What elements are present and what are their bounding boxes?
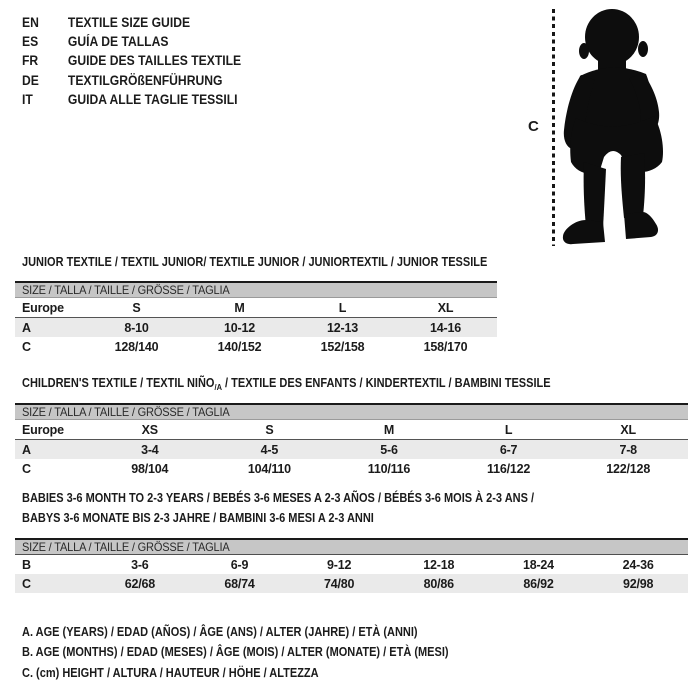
table-row-europe [15, 420, 688, 440]
table-cell: L [291, 298, 394, 318]
table-cell: 110/116 [367, 461, 411, 476]
table-cell: 80/86 [389, 574, 489, 593]
table-cell: S [85, 298, 188, 318]
row-label: A [15, 318, 85, 338]
table-cell: XL [394, 298, 497, 318]
language-code: DE [22, 72, 39, 88]
size-table-children [15, 403, 688, 478]
row-label: Europe [15, 420, 90, 440]
language-row-it [22, 90, 266, 109]
language-code: ES [22, 34, 39, 50]
language-code: EN [22, 15, 39, 31]
footnote-a: A. AGE (YEARS) / EDAD (AÑOS) / ÂGE (ANS) / ALTER (JAHRE) / ETÀ (ANNI) [22, 625, 418, 639]
table-cell: 158/170 [423, 339, 468, 354]
table-cell: 8-10 [85, 318, 188, 338]
table-cell: 5-6 [329, 440, 449, 460]
row-label: B [22, 557, 31, 572]
table-cell: S [210, 420, 330, 440]
footnote-b: B. AGE (MONTHS) / EDAD (MESES) / ÂGE (MOIS) / ALTER (MONATE) / ETÀ (MESI) [22, 645, 449, 660]
table-cell: 3-4 [90, 440, 210, 460]
table-cell: 116/122 [487, 461, 531, 476]
table-row-height [15, 459, 688, 478]
language-label: GUÍA DE TALLAS [67, 34, 169, 50]
row-label: C [22, 339, 31, 354]
size-header-text: SIZE / TALLA / TAILLE / GRÖSSE / TAGLIA [22, 283, 230, 297]
size-header-band [15, 404, 688, 420]
section-title-junior: JUNIOR TEXTILE / TEXTIL JUNIOR/ TEXTILE JUNIOR / JUNIORTEXTIL / JUNIOR TESSILE [22, 255, 488, 269]
size-table-babies [15, 538, 688, 593]
table-cell: 74/80 [289, 574, 389, 593]
table-cell: XS [90, 420, 210, 440]
table-cell: 152/158 [320, 339, 365, 354]
table-cell: 3-6 [131, 557, 149, 572]
language-code: IT [22, 91, 33, 107]
language-row-es [22, 32, 266, 51]
table-row-height [15, 337, 497, 356]
language-label: TEXTILE SIZE GUIDE [67, 15, 191, 31]
table-cell: 128/140 [114, 339, 159, 354]
table-cell: 14-16 [394, 318, 497, 338]
table-cell: 92/98 [588, 574, 688, 593]
table-cell: 122/128 [606, 461, 651, 476]
table-row-age [15, 440, 688, 460]
language-code: FR [22, 53, 39, 69]
table-cell: 104/110 [247, 461, 291, 476]
table-row-height [15, 574, 688, 593]
language-label: GUIDE DES TAILLES TEXTILE [67, 53, 242, 69]
table-cell: 68/74 [190, 574, 290, 593]
table-cell: 10-12 [188, 318, 291, 338]
language-row-fr [22, 51, 266, 70]
title-line-2: BABYS 3-6 MONATE BIS 2-3 JAHRE / BAMBINI 3-6 MESI A 2-3 ANNI [22, 511, 374, 525]
title-text: / TEXTILE DES ENFANTS / KINDERTEXTIL / BAMBINI TESSILE [221, 376, 551, 390]
table-row-months [15, 555, 688, 575]
table-cell: 98/104 [131, 461, 169, 476]
table-cell: 86/92 [489, 574, 589, 593]
table-cell: 9-12 [327, 557, 352, 572]
size-header-band [15, 282, 497, 298]
table-cell: M [329, 420, 449, 440]
table-cell: 18-24 [522, 557, 554, 572]
row-label: C [22, 461, 31, 476]
table-cell: 140/152 [217, 339, 262, 354]
height-measure-dashed-line [552, 9, 555, 246]
title-subscript: /A [214, 382, 222, 392]
table-cell: 6-9 [230, 557, 249, 572]
size-header-band [15, 539, 688, 555]
section-title-babies [22, 488, 534, 528]
table-cell: L [449, 420, 569, 440]
size-table-junior [15, 281, 497, 356]
table-cell: 7-8 [568, 440, 688, 460]
language-label: TEXTILGRÖßENFÜHRUNG [67, 72, 223, 88]
title-line-1: BABIES 3-6 MONTH TO 2-3 YEARS / BEBÉS 3-6 MESES A 2-3 AÑOS / BÉBÉS 3-6 MOIS À 2-3 ANS / [22, 491, 535, 505]
table-cell: 62/68 [90, 574, 190, 593]
row-label: C [15, 574, 90, 593]
table-row-europe [15, 298, 497, 318]
table-row-age [15, 318, 497, 338]
language-label: GUIDA ALLE TAGLIE TESSILI [67, 91, 238, 107]
language-row-en [22, 13, 266, 32]
table-cell: 24-36 [622, 557, 654, 572]
table-cell: 12-18 [423, 557, 455, 572]
table-cell: M [188, 298, 291, 318]
section-title-children [22, 373, 551, 397]
measure-label-c: C [528, 118, 539, 135]
footnote-c: C. (cm) HEIGHT / ALTURA / HAUTEUR / HÖHE / ALTEZZA [22, 665, 319, 680]
table-cell: 12-13 [291, 318, 394, 338]
toddler-silhouette-image [558, 6, 672, 250]
size-header-text: SIZE / TALLA / TAILLE / GRÖSSE / TAGLIA [22, 405, 230, 419]
table-cell: 4-5 [210, 440, 330, 460]
table-cell: XL [568, 420, 688, 440]
table-cell: 6-7 [449, 440, 569, 460]
row-label: A [15, 440, 90, 460]
row-label: Europe [15, 298, 85, 318]
footnotes [22, 622, 507, 683]
language-list [22, 13, 266, 109]
title-text: CHILDREN'S TEXTILE / TEXTIL NIÑO [22, 376, 215, 390]
language-row-de [22, 71, 266, 90]
size-header-text: SIZE / TALLA / TAILLE / GRÖSSE / TAGLIA [22, 540, 230, 554]
